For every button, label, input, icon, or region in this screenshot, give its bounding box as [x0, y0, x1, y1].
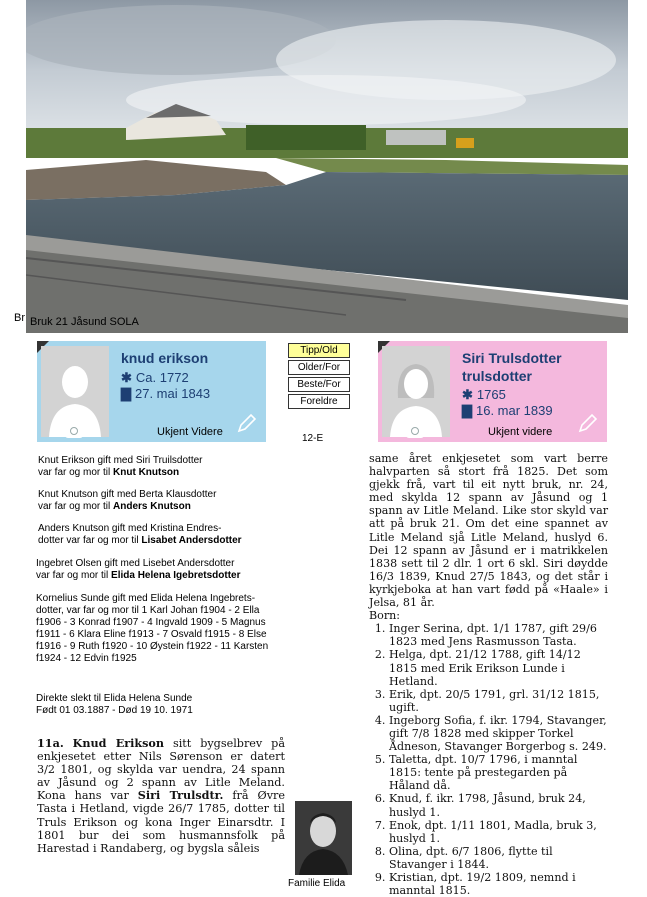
- book-excerpt-right: [369, 452, 608, 897]
- photo-caption: Bruk 21 Jåsund SOLA: [30, 316, 139, 328]
- entry-number: 11a.: [37, 736, 64, 750]
- person-card-father[interactable]: [37, 341, 266, 442]
- child-entry: 4. Ingeborg Sofia, f. ikr. 1794, Stavanger, gift 7/8 1828 med skipper Torkel Ådneson, Stavanger Borgerbog s. 249.: [389, 714, 608, 753]
- text-line: Direkte slekt til Elida Helena Sunde: [36, 693, 193, 704]
- child-entry: 8. Olina, dpt. 6/7 1806, flytte til Stavanger i 1844.: [389, 845, 608, 871]
- portrait-photo: [295, 801, 352, 875]
- death-tombstone-icon: ▇: [121, 386, 131, 401]
- child-entry: 1. Inger Serina, dpt. 1/1 1787, gift 29/6 1823 med Jens Rasmusson Tasta.: [389, 622, 608, 648]
- photo-caption-prefix: Br: [14, 312, 25, 324]
- lineage-child-name: Lisabet Andersdotter: [141, 535, 242, 546]
- lineage-line: Anders Knutson gift med Kristina Endres-: [38, 523, 222, 534]
- child-entry: 3. Erik, dpt. 20/5 1791, grl. 31/12 1815, ugift.: [389, 688, 608, 714]
- lineage-entry: [36, 558, 241, 582]
- person-card-mother[interactable]: [378, 341, 607, 442]
- book-excerpt-left: [37, 737, 285, 855]
- child-entry: 7. Enok, dpt. 1/11 1801, Madla, bruk 3, huslyd 1.: [389, 819, 608, 845]
- text-line: Født 01 03.1887 - Død 19 10. 1971: [36, 705, 193, 716]
- generation-code: 12-E: [302, 433, 324, 444]
- edit-pencil-icon[interactable]: [577, 412, 599, 434]
- lineage-line: Knut Knutson gift med Berta Klausdotter: [38, 489, 217, 500]
- lineage-entry: [38, 489, 216, 513]
- text-line: f1924 - 12 Edvin f1925: [36, 653, 137, 664]
- text-line: f1916 - 9 Ruth f1920 - 10 Øystein f1922 - 11 Karsten: [36, 641, 269, 652]
- child-entry: 5. Taletta, dpt. 10/7 1796, i manntal 1815: tente på prestegarden på Håland då.: [389, 753, 608, 792]
- lineage-entry: [38, 523, 242, 547]
- birth-date: 1765: [476, 387, 506, 402]
- portrait-caption: Familie Elida: [288, 878, 346, 889]
- text-line: f1911 - 6 Klara Eline f1913 - 7 Osvald f1915 - 8 Else: [36, 629, 267, 640]
- child-entry: 6. Knud, f. ikr. 1798, Jåsund, bruk 24, huslyd 1.: [389, 792, 608, 818]
- lineage-entry: [38, 455, 203, 479]
- foreldre-button[interactable]: Foreldre: [288, 394, 350, 409]
- camera-icon[interactable]: [65, 424, 83, 438]
- child-entry: 9. Kristian, dpt. 19/2 1809, nemnd i manntal 1815.: [389, 871, 608, 897]
- beste-for-button[interactable]: Beste/For: [288, 377, 350, 392]
- death-date: 16. mar 1839: [476, 403, 553, 418]
- birth-date: Ca. 1772: [135, 370, 189, 385]
- entry-text: same året enkjesetet som vart berre halvparten så stort frå 1825. Det som gjekk frå, vart til eit nytt bruk, nr. 24, med skylda 12 spann av Jåsund og 1 spann av Litle Meland. Like stor skyld var att på bruk 21. Om det eine spannet av Litle Meland sjå Litle Meland, huslyd 6. Dei 12 spann av Jåsund er i matrikkelen 1838 sett til 2 dlr. 1 ort 6 skl. Siri døydde 16/3 1839, Knud 27/5 1843, og det står i kyrkjeboka at han vart fødd på «Haale» i Jelsa, 81 år.: [369, 452, 608, 610]
- death-tombstone-icon: ▇: [462, 403, 472, 418]
- lineage-line: var far og mor til: [36, 570, 112, 581]
- lineage-line: dotter var far og mor til: [38, 535, 142, 546]
- children-list: [369, 622, 608, 897]
- tipp-old-button[interactable]: Tipp/Old: [288, 343, 350, 358]
- entry-name: Knud Erikson: [72, 736, 165, 750]
- birth-star-icon: ✱: [462, 387, 473, 402]
- lineage-line: var far og mor til: [38, 501, 114, 512]
- text-line: dotter, var far og mor til 1 Karl Johan f1904 - 2 Ella: [36, 605, 260, 616]
- lineage-line: Ingebret Olsen gift med Lisebet Andersdotter: [36, 558, 235, 569]
- edit-pencil-icon[interactable]: [236, 412, 258, 434]
- text-line: Kornelius Sunde gift med Elida Helena Ingebrets-: [36, 593, 256, 604]
- person-name[interactable]: Siri Trulsdotter trulsdotter: [462, 350, 562, 384]
- entry-name: Siri Trulsdtr.: [137, 788, 224, 803]
- children-list-text: [36, 593, 268, 665]
- lineage-line: var far og mor til: [38, 467, 114, 478]
- landscape-photo: [26, 0, 628, 333]
- lineage-child-name: Anders Knutson: [113, 501, 191, 512]
- person-name[interactable]: knud erikson: [121, 350, 209, 366]
- child-entry: 2. Helga, dpt. 21/12 1788, gift 14/12 1815 med Erik Erikson Lunde i Hetland.: [389, 648, 608, 687]
- camera-icon[interactable]: [406, 424, 424, 438]
- lineage-child-name: Elida Helena Igebretsdotter: [111, 570, 241, 581]
- older-for-button[interactable]: Older/For: [288, 360, 350, 375]
- lineage-line: Knut Erikson gift med Siri Truilsdotter: [38, 455, 203, 466]
- text-line: f1906 - 3 Konrad f1907 - 4 Ingvald 1909 - 5 Magnus: [36, 617, 266, 628]
- death-date: 27. mai 1843: [135, 386, 211, 401]
- lineage-child-name: Knut Knutson: [113, 467, 180, 478]
- status-label: Ukjent Videre: [157, 426, 223, 438]
- status-label: Ukjent videre: [488, 426, 553, 438]
- direct-lineage-note: [36, 693, 193, 717]
- born-label: Born:: [369, 609, 401, 623]
- entry-text: sitt bygselbrev på enkjesetet etter Nils Sørenson er datert 3/2 1801, og skylda var uendra, 24 spann av Jåsund og 2 spann av Litle Meland. Kona hans var: [37, 737, 285, 803]
- birth-star-icon: ✱: [121, 370, 132, 385]
- entry-text: frå Øvre Tasta i Hetland, vigde 26/7 1785, dotter til Truls Erikson og kona Inger Einarsdtr. I 1801 bur dei som husmannsfolk på Harestad i Randaberg, og bygsla såleis: [37, 789, 286, 855]
